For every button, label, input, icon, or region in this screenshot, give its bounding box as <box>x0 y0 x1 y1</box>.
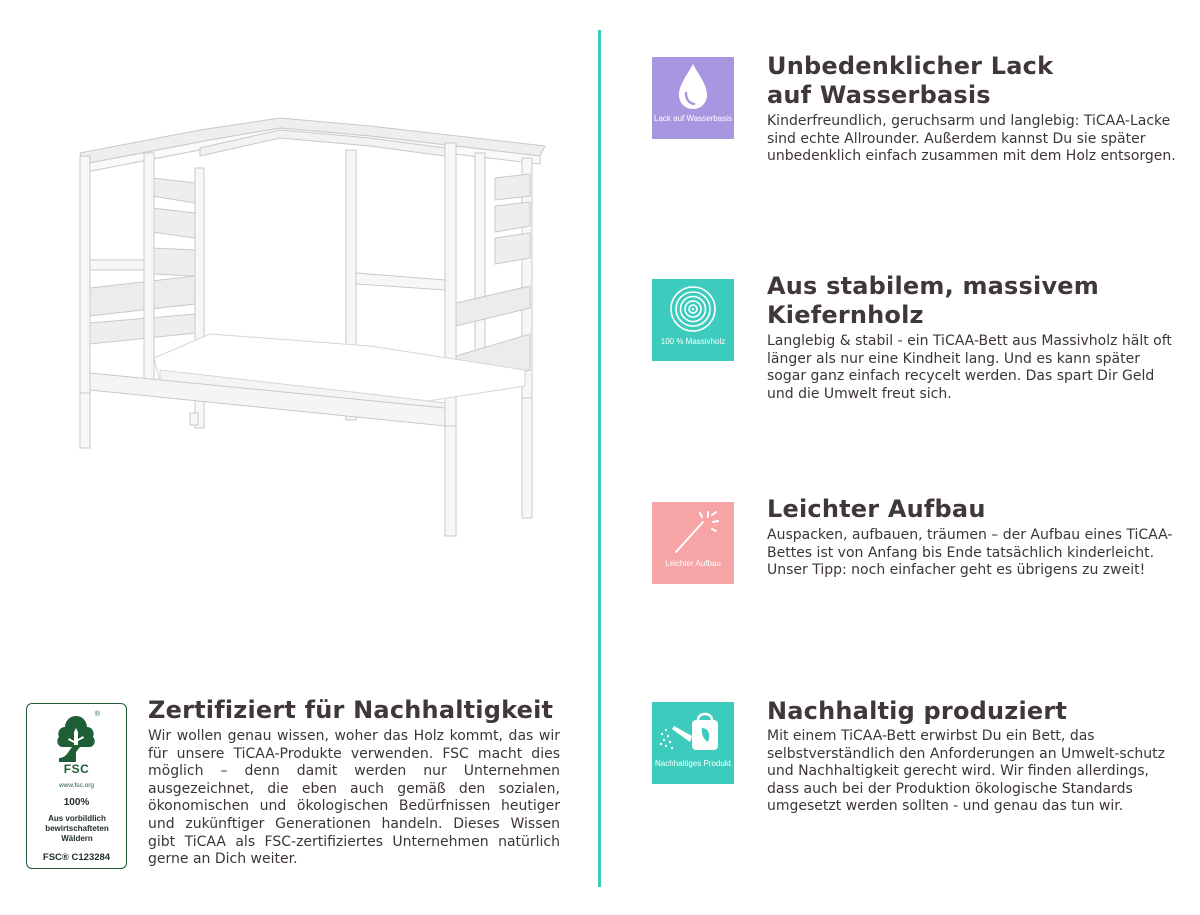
feature-title-holz: Aus stabilem, massivem Kiefernholz <box>767 272 1099 329</box>
feature-text-holz: Langlebig & stabil - ein TiCAA-Bett aus Massivholz hält oft länger als nur eine Kindheit lang. Und es kann später sogar ganz einfach recycelt werden. Das spart Dir Geld und die Umwelt freut sich. <box>767 333 1172 402</box>
fsc-url: www.fsc.org <box>58 782 95 789</box>
water-drop-icon <box>652 57 734 139</box>
water-drop-caption: Lack auf Wasserbasis <box>654 114 732 123</box>
fsc-logo-text: FSC <box>63 762 90 776</box>
house-bed-image <box>70 108 550 540</box>
feature-text-aufbau: Auspacken, aufbauen, träumen – der Aufbau eines TiCAA-Bettes ist von Anfang bis Ende tatsächlich kinderleicht. Unser Tipp: noch einfacher geht es übrigens zu zweit! <box>767 527 1173 578</box>
magic-wand-icon <box>652 502 734 584</box>
magic-wand-tile <box>652 502 734 584</box>
wood-rings-icon <box>652 279 734 361</box>
fsc-percent: 100% <box>63 797 90 808</box>
fsc-tree-logo-icon <box>45 712 107 764</box>
certification-text: Wir wollen genau wissen, woher das Holz kommt, das wir für unsere TiCAA-Produkte verwenden. FSC macht dies möglich – denn damit werden nur Unternehmen ausgezeichnet, die eben auch gemäß den sozialen, ökonomischen und ökologischen Bedürfnissen heutiger und zukünftiger Generationen handeln. Dieses Wissen gibt TiCAA als FSC-zertifiziertes Unternehmen natürlich gerne an Dich weiter. <box>148 728 560 868</box>
feature-title-aufbau: Leichter Aufbau <box>767 495 986 523</box>
feature-text-nachhaltig: Mit einem TiCAA-Bett erwirbst Du ein Bett, das selbstverständlich den Anforderungen an Umwelt-schutz und Nachhaltigkeit gerecht wird. Wir finden allerdings, dass auch bei der Produktion ökologische Standards umgesetzt werden sollten - und genau das tun wir. <box>767 728 1166 814</box>
water-drop-tile <box>652 57 734 139</box>
watering-can-caption: Nachhaltiges Produkt <box>654 759 732 768</box>
magic-wand-caption: Leichter Aufbau <box>665 559 721 568</box>
watering-can-icon <box>652 702 734 784</box>
fsc-license-code: FSC® C123284 <box>42 852 111 863</box>
feature-title-lack: Unbedenklicher Lack auf Wasserbasis <box>767 52 1054 109</box>
vertical-divider <box>598 30 601 887</box>
certification-title: Zertifiziert für Nachhaltigkeit <box>148 696 554 724</box>
feature-text-lack: Kinderfreundlich, geruchsarm und langlebig: TiCAA-Lacke sind echte Allrounder. Außerdem kannst Du sie später unbedenklich einfach zusammen mit dem Holz entsorgen. <box>767 113 1176 164</box>
fsc-forest-text: Aus vorbildlich bewirtschafteten Wäldern <box>45 814 109 843</box>
registered-mark: ® <box>94 711 100 718</box>
wood-rings-caption: 100 % Massivholz <box>660 337 726 346</box>
fsc-certification-badge <box>26 703 127 869</box>
wood-rings-tile <box>652 279 734 361</box>
watering-can-tile <box>652 702 734 784</box>
feature-title-nachhaltig: Nachhaltig produziert <box>767 697 1068 725</box>
